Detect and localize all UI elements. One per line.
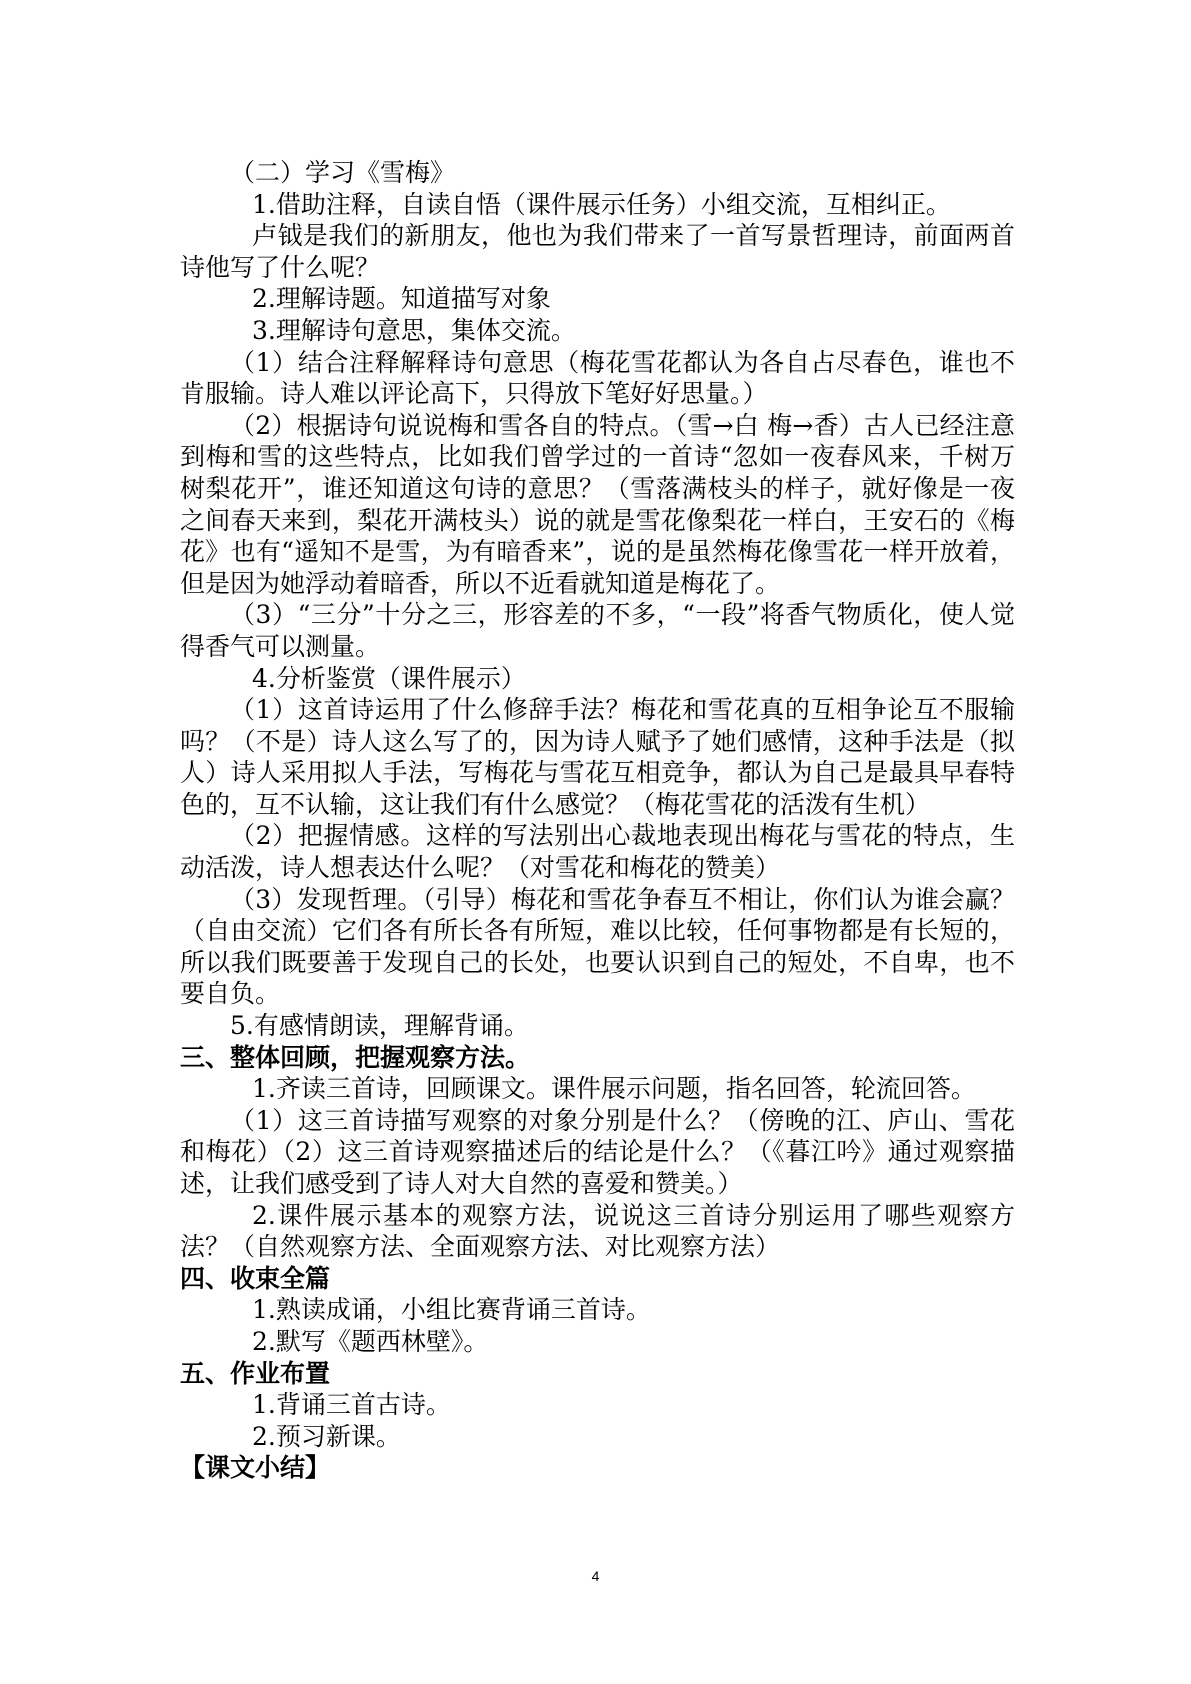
section-heading: 三、整体回顾，把握观察方法。 xyxy=(180,1042,531,1072)
paragraph: 2.预习新课。 xyxy=(252,1421,401,1451)
paragraph: 1.借助注释，自读自悟（课件展示任务）小组交流，互相纠正。 xyxy=(252,189,951,219)
section-heading: 【课文小结】 xyxy=(180,1453,331,1483)
paragraph: 1.熟读成诵，小组比赛背诵三首诗。 xyxy=(252,1295,651,1325)
paragraph: （2）把握情感。这样的写法别出心裁地表现出梅花与雪花的特点，生动活泼，诗人想表达什么呢？（对雪花和梅花的赞美） xyxy=(180,821,1015,883)
paragraph: 1.齐读三首诗，回顾课文。课件展示问题，指名回答，轮流回答。 xyxy=(252,1074,976,1104)
paragraph: （2）根据诗句说说梅和雪各自的特点。（雪→白 梅→香）古人已经注意到梅和雪的这些特点，比如我们曾学过的一首诗“忽如一夜春风来，千树万树梨花开”，谁还知道这句诗的意思？（雪落满枝头的样子，就好像是一夜之间春天来到，梨花开满枝头）说的就是雪花像梨花一样白，王安石的《梅花》也有“遥知不是雪，为有暗香来”，说的是虽然梅花像雪花一样开放着，但是因为她浮动着暗香，所以不近看就知道是梅花了。 xyxy=(180,410,1015,598)
paragraph: 2.理解诗题。知道描写对象 xyxy=(252,284,551,314)
paragraph: 5.有感情朗读，理解背诵。 xyxy=(230,1011,529,1041)
paragraph: 卢钺是我们的新朋友，他也为我们带来了一首写景哲理诗，前面两首诗他写了什么呢？ xyxy=(180,221,1015,282)
paragraph: 3.理解诗句意思，集体交流。 xyxy=(252,315,576,345)
paragraph: （3）“三分”十分之三，形容差的不多，“一段”将香气物质化，使人觉得香气可以测量。 xyxy=(180,600,1015,661)
paragraph: （1）这首诗运用了什么修辞手法？梅花和雪花真的互相争论互不服输吗？（不是）诗人这么写了的，因为诗人赋予了她们感情，这种手法是（拟人）诗人采用拟人手法，写梅花与雪花互相竞争，都认为自己是最具早春特色的，互不认输，这让我们有什么感觉？（梅花雪花的活泼有生机） xyxy=(180,695,1015,819)
paragraph: （3）发现哲理。（引导）梅花和雪花争春互不相让，你们认为谁会赢？（自由交流）它们各有所长各有所短，难以比较，任何事物都是有长短的，所以我们既要善于发现自己的长处，也要认识到自己的短处，不自卑，也不要自负。 xyxy=(180,884,1015,1009)
paragraph: （1）这三首诗描写观察的对象分别是什么？（傍晚的江、庐山、雪花和梅花）（2）这三首诗观察描述后的结论是什么？（《暮江吟》通过观察描述，让我们感受到了诗人对大自然的喜爱和赞美。） xyxy=(180,1105,1015,1198)
document-body xyxy=(180,157,1015,1484)
paragraph: 4.分析鉴赏（课件展示） xyxy=(252,663,526,693)
paragraph: 2.课件展示基本的观察方法，说说这三首诗分别运用了哪些观察方法？（自然观察方法、全面观察方法、对比观察方法） xyxy=(180,1200,1015,1262)
section-heading: 五、作业布置 xyxy=(180,1358,331,1388)
paragraph: （二）学习《雪梅》 xyxy=(230,158,456,187)
paragraph: 1.背诵三首古诗。 xyxy=(252,1390,451,1420)
section-heading: 四、收束全篇 xyxy=(180,1263,331,1293)
page-number: 4 xyxy=(591,1568,600,1584)
paragraph: 2.默写《题西林壁》。 xyxy=(252,1326,489,1356)
paragraph: （1）结合注释解释诗句意思（梅花雪花都认为各自占尽春色，谁也不肯服输。诗人难以评论高下，只得放下笔好好思量。） xyxy=(180,347,1015,409)
